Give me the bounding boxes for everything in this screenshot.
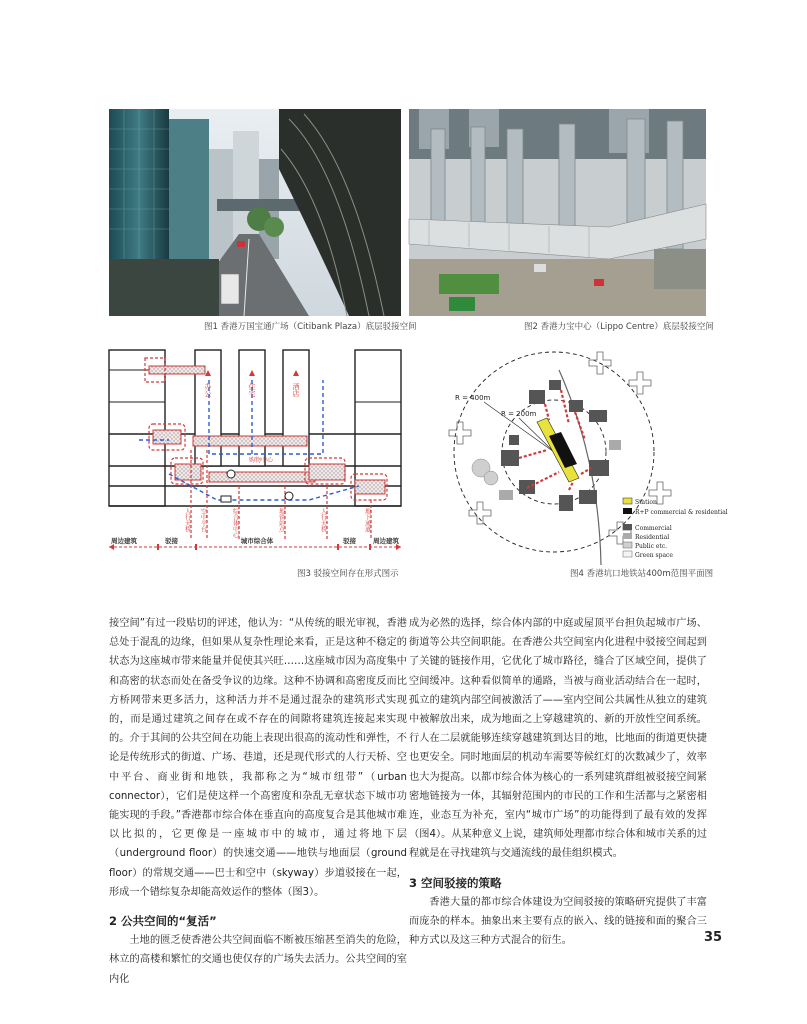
paragraph: 接空间”有过一段贴切的评述，他认为：“从传统的眼光审视，香港总处于混乱的边缘，但如果从复杂性理论来看，正是这种不稳定的状态为这座城市带来能量并促使其兴旺……这座城市因为高度集中和高密的状态而处在备受争议的边缘。这种不协调和高密度反而比方桥网带来更多活力，这种活力并不是通过混杂的建筑形式实现的，而是通过建筑之间存在或不存在的间隙将建筑连接起来实现的。介于其间的公共空间在功能上表现出很高的流动性和弹性，不论是传统形式的街道、广场、巷道，还是现代形式的人行天桥、空中平台、商业街和地铁，我都称之为“城市纽带”（urban connector），它们是使这样一个高密度和杂乱无章状态下城市功能实现的手段。”香港都市综合体在垂直向的高度复合是其他城市难以比拟的，它更像是一座城市中的城市，通过将地下层（underground floor）的快速交通——地铁与地面层（ground floor）的常规交通——巴士和空中（skyway）步道驳接在一起，形成一个错综复杂却能高效运作的整体（图3）。 — [109, 618, 407, 898]
fig3-bottom-label: 空中平台 — [199, 508, 207, 532]
fig3-bottom-label: 人行天桥 — [319, 508, 327, 532]
fig4-legend-item: R+P commercial & residential — [635, 509, 728, 516]
fig3-axis-link1: 驳接 — [165, 537, 178, 545]
figure-2-caption: 图2 香港力宝中心（Lippo Centre）底层驳接空间 — [524, 322, 714, 332]
right-column — [409, 614, 707, 950]
fig3-axis-right: 周边建筑 — [373, 537, 399, 545]
section-heading: 2 公共空间的“复活” — [109, 914, 217, 929]
fig4-radius-400: R = 400m — [455, 394, 491, 402]
fig3-tower-label: 酒店 — [292, 383, 300, 397]
fig4-radius-200: R = 200m — [501, 410, 537, 418]
fig3-mall-label: 购物中心 — [248, 457, 274, 464]
fig4-legend-item: Residential — [635, 534, 670, 541]
fig3-axis-left: 周边建筑 — [111, 537, 137, 545]
fig4-legend-item: Commercial — [635, 525, 672, 532]
section-heading: 3 空间驳接的策略 — [409, 875, 502, 890]
figure-4-caption: 图4 香港坑口地铁站400m范围平面图 — [570, 569, 714, 579]
fig3-bottom-label: 地铁站点 — [277, 508, 285, 532]
fig3-axis-link2: 驳接 — [343, 537, 356, 545]
figure-2-photo — [409, 109, 706, 316]
paragraph: 土地的匮乏使香港公共空间面临不断被压缩甚至消失的危险，林立的高楼和繁忙的交通也使仅存的广场失去活力。公共空间的室内化 — [109, 935, 407, 985]
fig3-bottom-label: 人行天桥 — [183, 508, 191, 532]
figure-4-map — [409, 340, 728, 565]
figure-1-caption: 图1 香港万国宝通广场（Citibank Plaza）底层驳接空间 — [204, 322, 417, 332]
fig3-tower-label: 办公 — [204, 383, 212, 397]
figure-3-diagram — [109, 340, 401, 565]
figure-3-caption: 图3 驳接空间存在形式图示 — [297, 569, 399, 579]
fig4-legend-item: Green space — [635, 552, 673, 559]
paragraph: 香港大量的都市综合体建设为空间驳接的策略研究提供了丰富而庞杂的样本。抽象出来主要有点的嵌入、线的链接和面的聚合三种方式以及这三种方式混合的衍生。 — [409, 896, 707, 947]
left-column — [109, 614, 407, 989]
fig3-tower-label: 住宅 — [248, 383, 256, 397]
fig3-axis-center: 城市综合体 — [240, 537, 274, 545]
paragraph: 成为必然的选择，综合体内部的中庭或屋顶平台担负起城市广场、街道等公共空间职能。在香港公共空间室内化进程中驳接空间起到了关键的链接作用，它优化了城市路径，缝合了区域空间，提供了空间缓冲。这种看似简单的通路，当被与商业活动结合在一起时，孤立的建筑内部空间被激活了——室内空间公共属性从独立的建筑中被解放出来，成为地面之上穿越建筑的、新的开放性空间系统。行人在二层就能够连续穿越建筑到达目的地，比地面的街道更快捷也更安全。同时地面层的机动车需要等候红灯的次数减少了，效率也大为提高。以都市综合体为核心的一系列建筑群组被驳接空间紧密地链接为一体，其辐射范围内的市民的工作和生活都与之紧密相连，业态互为补充，室内“城市广场”的功能得到了最有效的发挥（图4）。从某种意义上说，建筑师处理都市综合体和城市关系的过程就是在寻找建筑与交通流线的最佳组织模式。 — [409, 618, 707, 860]
fig4-legend-item: Station — [635, 499, 657, 506]
figure-1-photo — [109, 109, 401, 316]
fig4-legend-item: Public etc. — [635, 543, 668, 550]
fig3-bottom-label: 地下通道 — [363, 508, 371, 532]
fig3-bottom-label: 综合体中心 — [231, 508, 239, 538]
page-number: 35 — [704, 930, 723, 945]
